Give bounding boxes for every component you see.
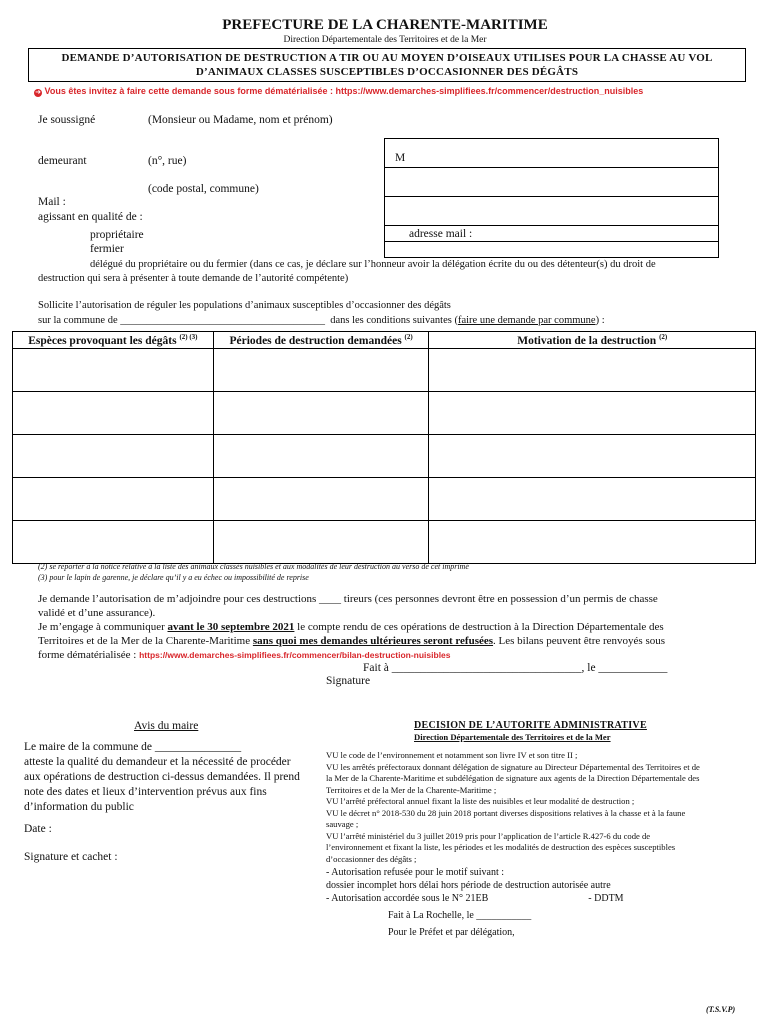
species-cell[interactable] xyxy=(13,478,214,521)
maire-text-2: aux opérations de destruction ci-dessus demandées. Il prend xyxy=(24,771,300,783)
species-header-note: (2) (3) xyxy=(179,333,198,342)
period-cell[interactable] xyxy=(213,392,429,435)
engage-ddtm: Territoires et de la Mer de la Charente-Maritime xyxy=(38,635,251,647)
mail-label: Mail : xyxy=(38,196,66,208)
destruction-table xyxy=(12,331,756,564)
accord-line xyxy=(326,892,624,905)
maire-text-3: note des dates et lieux d’intervention prévus aux fins xyxy=(24,786,267,798)
footnote-3: (3) pour le lapin de garenne, je déclare qu’il y a eu échec ou impossibilité de reprise xyxy=(38,573,309,582)
period-cell[interactable] xyxy=(213,478,429,521)
street-field[interactable] xyxy=(384,167,719,197)
species-cell[interactable] xyxy=(13,435,214,478)
motivation-cell[interactable] xyxy=(429,521,756,564)
motivation-header-note: (2) xyxy=(659,333,668,342)
period-cell[interactable] xyxy=(213,521,429,564)
engage-line-2 xyxy=(38,634,738,648)
bilan-link[interactable]: https://www.demarches-simplifiees.fr/commencer/bilan-destruction-nuisibles xyxy=(139,650,451,660)
decision-line: VU le décret n° 2018-530 du 28 juin 2018 portant diverses dispositions relatives à la chasse et à la faune xyxy=(326,807,686,818)
decision-title: DECISION DE L’AUTORITE ADMINISTRATIVE xyxy=(414,720,647,731)
decision-line: la Mer de la Charente-Maritime et subdélégation de signature aux agents de la Direction Départementale des xyxy=(326,773,700,783)
demeurant-label: demeurant xyxy=(38,155,87,167)
request-title-line1: DEMANDE D’AUTORISATION DE DESTRUCTION A TIR OU AU MOYEN D’OISEAUX UTILISES POUR LA CHASSE AU VOL xyxy=(61,52,713,64)
species-cell[interactable] xyxy=(13,349,214,392)
maire-text-1: atteste la qualité du demandeur et la nécessité de procéder xyxy=(24,756,291,768)
maire-title: Avis du maire xyxy=(134,720,199,732)
fermier-option[interactable]: fermier xyxy=(90,243,124,255)
decision-considerations xyxy=(326,750,700,865)
period-cell[interactable] xyxy=(213,349,429,392)
signature-label: Signature xyxy=(326,675,371,687)
periods-header-label: Périodes de destruction demandées xyxy=(229,334,402,347)
species-cell[interactable] xyxy=(13,392,214,435)
species-cell[interactable] xyxy=(13,521,214,564)
engage-line xyxy=(38,620,738,634)
maire-commune[interactable]: Le maire de la commune de _______________ xyxy=(24,741,242,753)
motivation-cell[interactable] xyxy=(429,392,756,435)
decision-subtitle: Direction Départementale des Territoires et de la Mer xyxy=(414,732,611,742)
table-header-row xyxy=(13,332,756,349)
periods-header xyxy=(213,332,429,349)
table-row xyxy=(13,349,756,392)
deadline-date: avant le 30 septembre 2021 xyxy=(167,621,295,633)
arrow-circle-icon: ➜ xyxy=(35,89,41,96)
qualite-label: agissant en qualité de : xyxy=(38,211,143,223)
table-row xyxy=(13,478,756,521)
commune-link: faire une demande par commune xyxy=(457,315,596,326)
delegue-option-cont: destruction qui sera à présenter à toute demande de l’autorité compétente) xyxy=(38,273,349,284)
maire-signature[interactable]: Signature et cachet : xyxy=(24,851,118,863)
refusal-option[interactable]: - Autorisation refusée pour le motif suivant : xyxy=(326,867,505,878)
engage-mid: le compte rendu de ces opérations de destruction à la Direction Départementale des xyxy=(297,621,664,633)
postal-hint: (code postal, commune) xyxy=(148,183,259,195)
decision-line: Territoires et de la Mer de la Charente-Maritime ; xyxy=(326,784,497,795)
engagement-section xyxy=(38,592,738,662)
decision-outcome xyxy=(326,866,624,905)
tireurs-text: Je demande l’autorisation de m’adjoindre pour ces destructions ____ tireurs (ces personnes devront être en possession d’un permis de chasse xyxy=(38,593,658,605)
commune-field[interactable]: _______________________________________ xyxy=(120,315,325,326)
table-row xyxy=(13,392,756,435)
footnote-2: (2) se reporter à la notice relative à la liste des animaux classés nuisibles et aux modalités de leur destruction au verso de cet imprimé xyxy=(38,562,469,571)
proprietaire-option[interactable]: propriétaire xyxy=(90,229,144,241)
document-title: PREFECTURE DE LA CHARENTE-MARITIME xyxy=(222,17,548,33)
motivation-cell[interactable] xyxy=(429,349,756,392)
decision-line: VU le code de l’environnement et notamment son livre IV et son titre II ; xyxy=(326,750,578,760)
sollicite-text: Sollicite l’autorisation de réguler les populations d’animaux susceptibles d’occasionner des dégâts xyxy=(38,300,451,311)
je-soussigne-label: Je soussigné xyxy=(38,114,96,126)
decision-line: l’environnement et fixant la liste, les périodes et les modalités de destruction des espèces susceptibles xyxy=(326,842,676,852)
table-row xyxy=(13,435,756,478)
name-field-value: M xyxy=(395,152,406,164)
decision-fait[interactable]: Fait à La Rochelle, le ___________ xyxy=(388,910,532,921)
species-header-label: Espèces provoquant les dégâts xyxy=(28,334,177,347)
commune-prefix: sur la commune de xyxy=(38,315,118,326)
table-row xyxy=(13,521,756,564)
motivation-header-label: Motivation de la destruction xyxy=(517,334,657,347)
ddtm-suffix: - DDTM xyxy=(588,893,624,904)
street-hint: (n°, rue) xyxy=(148,155,187,167)
request-title-box xyxy=(28,48,746,82)
tireurs-text-cont: validé et d’une assurance). xyxy=(38,607,156,619)
engage-pre: Je m’engage à communiquer xyxy=(38,621,165,633)
postal-field[interactable] xyxy=(384,196,719,226)
email-field[interactable] xyxy=(384,225,719,242)
bilan-pre: forme dématérialisée : xyxy=(38,649,137,661)
periods-header-note: (2) xyxy=(404,333,413,342)
motivation-cell[interactable] xyxy=(429,435,756,478)
maire-section xyxy=(24,740,300,815)
email-field-label: adresse mail : xyxy=(409,228,473,240)
engage-line-3 xyxy=(38,648,738,662)
decision-line: sauvage ; xyxy=(326,819,359,829)
period-cell[interactable] xyxy=(213,435,429,478)
refusal-reasons[interactable]: dossier incomplet hors délai hors période de destruction autorisée autre xyxy=(326,880,611,891)
document-subtitle: Direction Départementale des Territoires et de la Mer xyxy=(283,35,487,45)
commune-line xyxy=(38,314,605,327)
fait-a-line[interactable]: Fait à _________________________________, le ____________ xyxy=(363,662,668,674)
commune-end: ) : xyxy=(595,315,605,326)
delegue-option[interactable]: délégué du propriétaire ou du fermier (dans ce cas, je déclare sur l’honneur avoir la délégation écrite du ou des détenteur(s) du droit de xyxy=(90,259,656,270)
online-notice[interactable] xyxy=(34,86,643,97)
tsvp-marker: (T.S.V.P) xyxy=(706,1005,736,1014)
online-notice-text: Vous êtes invitez à faire cette demande sous forme dématérialisée : https://www.demarches-simplifiees.fr/commencer/destruction_nuisibles xyxy=(44,86,644,96)
name-hint: (Monsieur ou Madame, nom et prénom) xyxy=(148,114,333,126)
maire-text-4: d’information du public xyxy=(24,801,134,813)
request-title-line2: D’ANIMAUX CLASSES SUSCEPTIBLES D’OCCASIONNER DES DÉGÂTS xyxy=(195,66,579,78)
refusal-warning: sans quoi mes demandes ultérieures seront refusées xyxy=(252,635,494,647)
decision-line: VU l’arrêté ministériel du 3 juillet 2019 pris pour l’application de l’article R.427-6 du code de xyxy=(326,830,651,841)
accord-option[interactable]: - Autorisation accordée sous le N° 21EB xyxy=(326,893,489,904)
name-field[interactable] xyxy=(384,138,719,168)
decision-pour: Pour le Préfet et par délégation, xyxy=(388,927,515,938)
motivation-header xyxy=(429,332,756,349)
commune-suffix: dans les conditions suivantes ( xyxy=(330,315,458,326)
species-header xyxy=(13,332,214,349)
maire-date[interactable]: Date : xyxy=(24,823,52,835)
engage-post: . Les bilans peuvent être renvoyés sous xyxy=(493,635,666,647)
decision-line: d’occasionner des dégâts ; xyxy=(326,853,417,864)
decision-line: VU l’arrêté préfectoral annuel fixant la liste des nuisibles et leur modalité de destruction ; xyxy=(326,796,635,806)
email-field-2[interactable] xyxy=(384,241,719,258)
decision-line: VU les arrêtés préfectoraux donnant délégation de signature au Directeur Départemental des Territoires et de xyxy=(326,761,700,772)
motivation-cell[interactable] xyxy=(429,478,756,521)
